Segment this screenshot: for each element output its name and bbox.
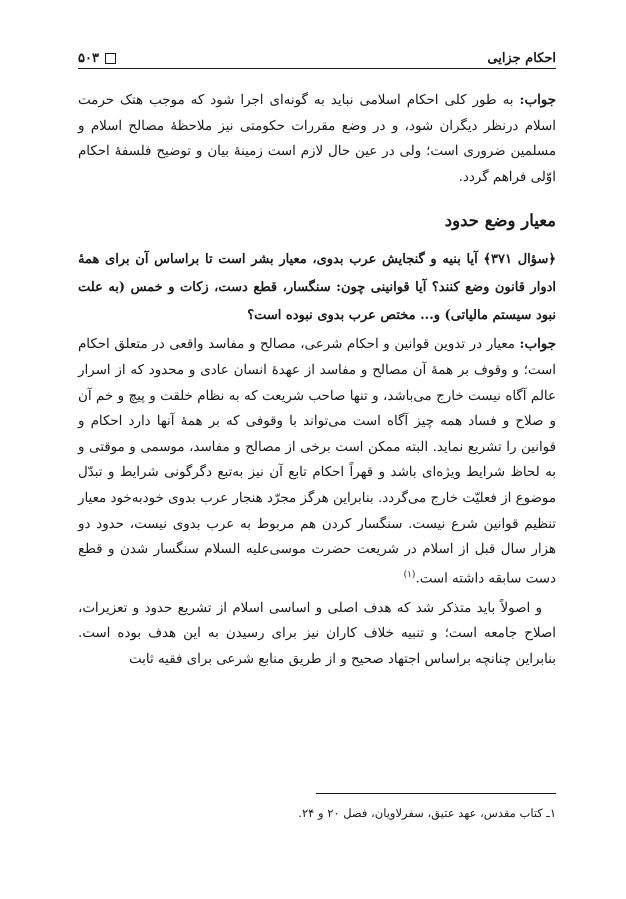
page-number: ۵۰۳ — [78, 51, 99, 66]
footnote-divider — [316, 793, 556, 794]
question-close-bracket: ﴾ — [483, 252, 492, 268]
question-paragraph — [78, 246, 556, 330]
square-ornament-icon — [105, 53, 116, 64]
intro-paragraph — [78, 88, 556, 190]
page-body — [78, 88, 556, 673]
footnote: ۱ـ کتاب مقدس، عهد عتیق، سفرلاویان، فصل ۲۰ و ۲۴. — [298, 806, 556, 820]
answer-paragraph — [78, 332, 556, 591]
section-title: معیار وضع حدود — [444, 211, 556, 231]
intro-answer-label: جواب: — [519, 92, 556, 108]
question-label: سؤال ۳۷۱ — [491, 252, 549, 268]
running-header — [78, 40, 556, 66]
answer-label: جواب: — [519, 336, 556, 353]
answer-text: معیار در تدوین قوانین و احکام شرعی، مصالح و مفاسد واقعی در متعلق احکام است؛ و وقوف بر همهٔ آن مصالح و مفاسد از عهدهٔ انسان عادی و محدود که از اسرار عالم آگاه نیست خارج می‌باشد، و تنها صاحب شریعت که به نظام خلقت و پیچ و خم آن و صلاح و فساد همه چیز آگاه است می‌تواند با وقوفی که بر همهٔ آنها دارد احکام و قوانین را تشریع نماید. البته ممکن است برخی از مصالح و مفاسد، موسمی و موقتی و به لحاظ شرایط ویژه‌ای باشد و قهراً احکام تابع آن نیز به‌تبع دگرگونی شرایط و تبدّل موضوع از فعلیّت خارج می‌گردد. بنابراین هرگز مجرّد هنجار عرب بدوی خودبه‌خود معیار تنظیم قوانین شرع نیست. سنگسار کردن هم مربوط به عرب بدوی نیست، حدود دو هزار سال قبل از اسلام در شریعت حضرت موسی‌علیه السلام سنگسار شدن و قطع دست سابقه داشته است. — [78, 337, 556, 587]
question-text: آیا بنیه و گنجایش عرب بدوی، معیار بشر است تا براساس آن برای همهٔ ادوار قانون وضع کنند؟ آیا قوانینی چون: سنگسار، قطع دست، زکات و خمس (به علت نبود سیستم مالیاتی) و... مختص عرب بدوی نبوده است؟ — [78, 252, 556, 324]
footnote-reference: (۱) — [403, 569, 416, 580]
closing-paragraph: و اصولاً باید متذکر شد که هدف اصلی و اساسی اسلام از تشریع حدود و تعزیرات، اصلاح جامعه است؛ و تنبیه خلاف کاران نیز برای رسیدن به این هدف بوده است. بنابراین چنانچه براساس اجتهاد صحیح و از طریق منابع شرعی برای فقیه ثابت — [78, 600, 556, 667]
question-open-bracket: ﴿ — [548, 252, 556, 268]
intro-text: به طور کلی احکام اسلامی نباید به گونه‌ای اجرا شود که موجب هتک حرمت اسلام درنظر دیگران شود، و در وضع مقررات حکومتی نیز ملاحظهٔ مصالح اسلام و مسلمین ضروری است؛ ولی در عین حال لازم است زمینهٔ بیان و توضیح فلسفهٔ احکام اوّلی فراهم گردد. — [78, 93, 556, 185]
header-divider — [78, 68, 556, 69]
page-number-block — [78, 51, 116, 66]
header-title: احکام جزایی — [487, 51, 556, 66]
book-page — [78, 0, 556, 899]
